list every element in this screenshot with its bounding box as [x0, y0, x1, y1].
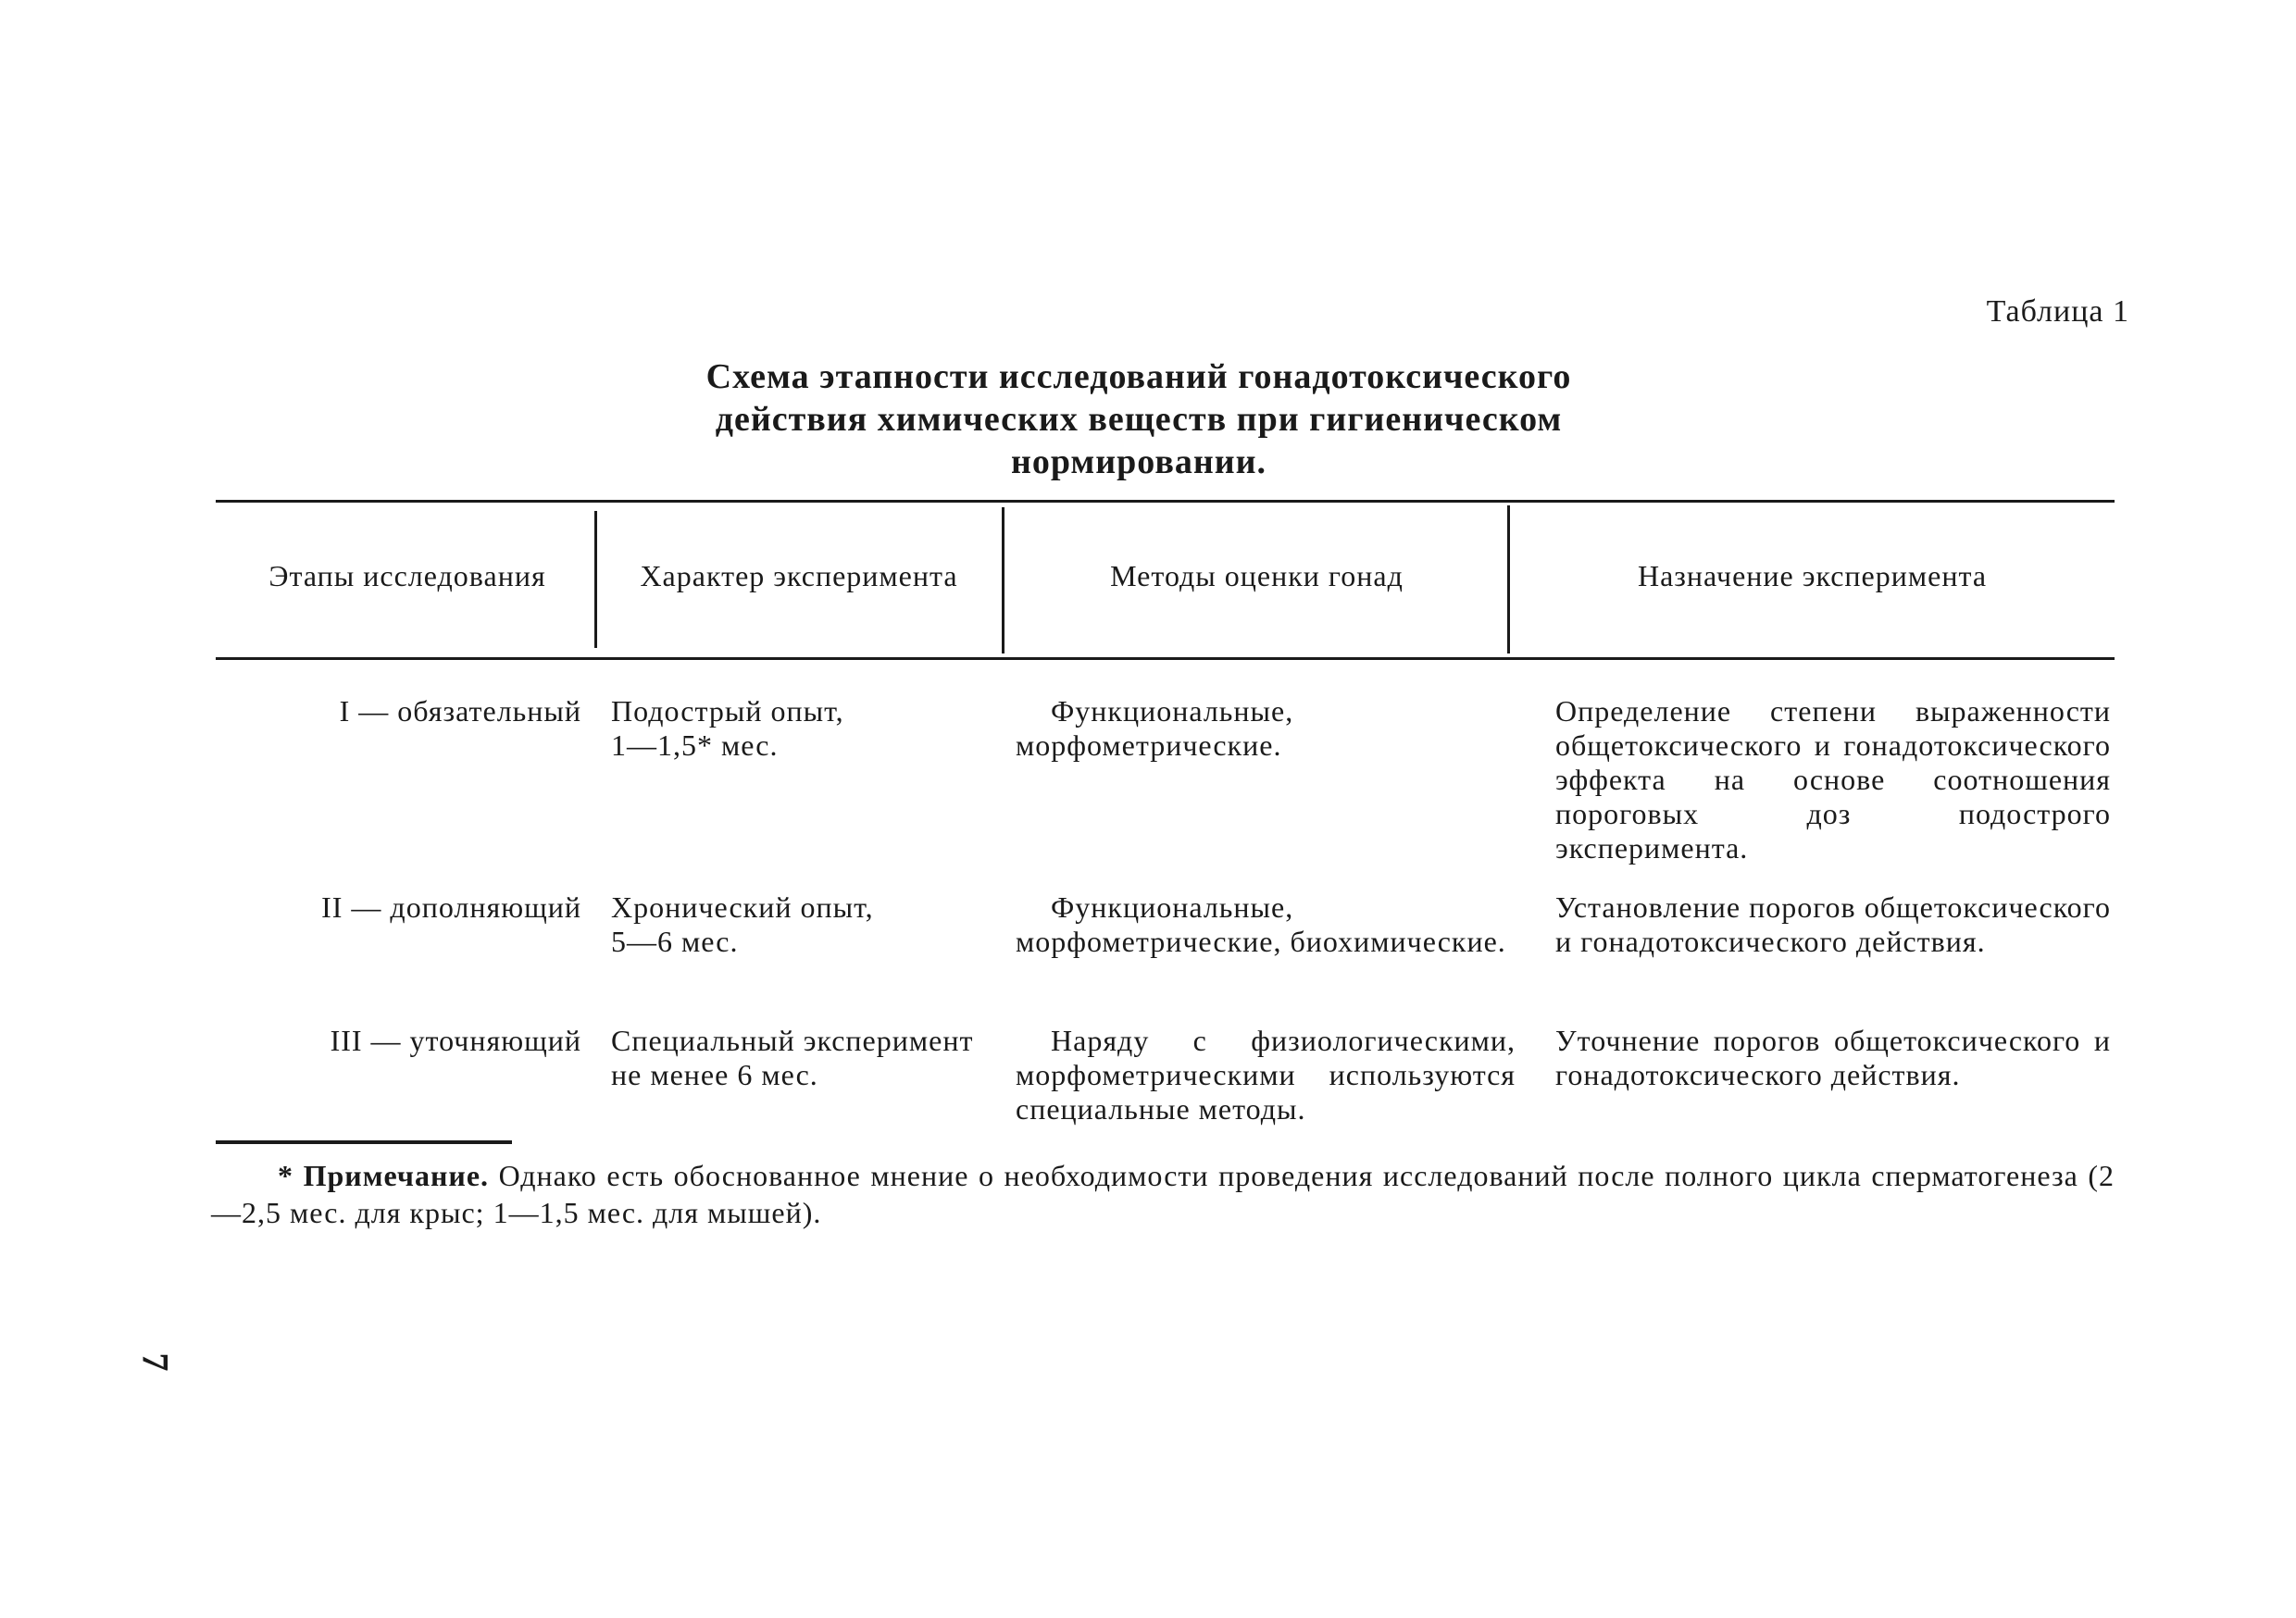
- column-divider: [594, 511, 597, 648]
- table-cell-experiment: Хронический опыт, 5—6 мес.: [611, 890, 874, 958]
- table-cell-experiment: Специальный эксперимент не менее 6 мес.: [611, 1024, 974, 1091]
- table-cell-purpose: Определение степени выраженности общетоксического и гонадотоксического эффекта на основе соотношения пороговых доз подострого эксперимента.: [1555, 694, 2111, 865]
- column-header-stages: Этапы исследования: [268, 559, 546, 592]
- table-cell-experiment: Подострый опыт, 1—1,5* мес.: [611, 694, 844, 762]
- footnote-label: Примечание.: [303, 1159, 490, 1192]
- table-cell-methods: Наряду с физиологическими, морфометрическими используются специальные методы.: [1016, 1024, 1516, 1126]
- footnote-rule: [216, 1140, 512, 1144]
- table-cell-purpose: Уточнение порогов общетоксического и гонадотоксического действия.: [1555, 1024, 2111, 1091]
- column-header-purpose: Назначение эксперимента: [1637, 559, 1988, 592]
- table-cell-stage: I — обязательный: [339, 694, 581, 728]
- table-cell-methods: Функциональные, морфометрические, биохимические.: [1016, 890, 1506, 958]
- title-line: нормировании.: [1010, 442, 1267, 481]
- table-header-rule: [216, 657, 2115, 660]
- table-cell-purpose: Установление порогов общетоксического и гонадотоксического действия.: [1555, 890, 2111, 958]
- column-header-experiment: Характер эксперимента: [640, 559, 958, 592]
- title-line: Схема этапности исследований гонадотоксического: [705, 357, 1572, 396]
- table-cell-stage: II — дополняющий: [321, 890, 581, 924]
- column-header-methods: Методы оценки гонад: [1110, 559, 1404, 592]
- table-label: Таблица 1: [1986, 294, 2129, 329]
- table-cell-stage: III — уточняющий: [330, 1024, 581, 1057]
- table-cell-methods: Функциональные, морфометрические.: [1016, 694, 1294, 762]
- table-title: [518, 355, 1759, 483]
- title-line: действия химических веществ при гигиеническом: [715, 400, 1563, 439]
- column-divider: [1507, 505, 1510, 653]
- footnote-marker: *: [278, 1159, 293, 1192]
- column-divider: [1002, 507, 1004, 653]
- page-number: 7: [134, 1352, 177, 1372]
- footnote: [211, 1157, 2115, 1231]
- table-top-rule: [216, 500, 2115, 503]
- footnote-text: Однако есть обоснованное мнение о необходимости проведения исследований после полного цикла сперматогенеза (2—2,5 мес. для крыс; 1—1,5 мес. для мышей).: [211, 1159, 2115, 1229]
